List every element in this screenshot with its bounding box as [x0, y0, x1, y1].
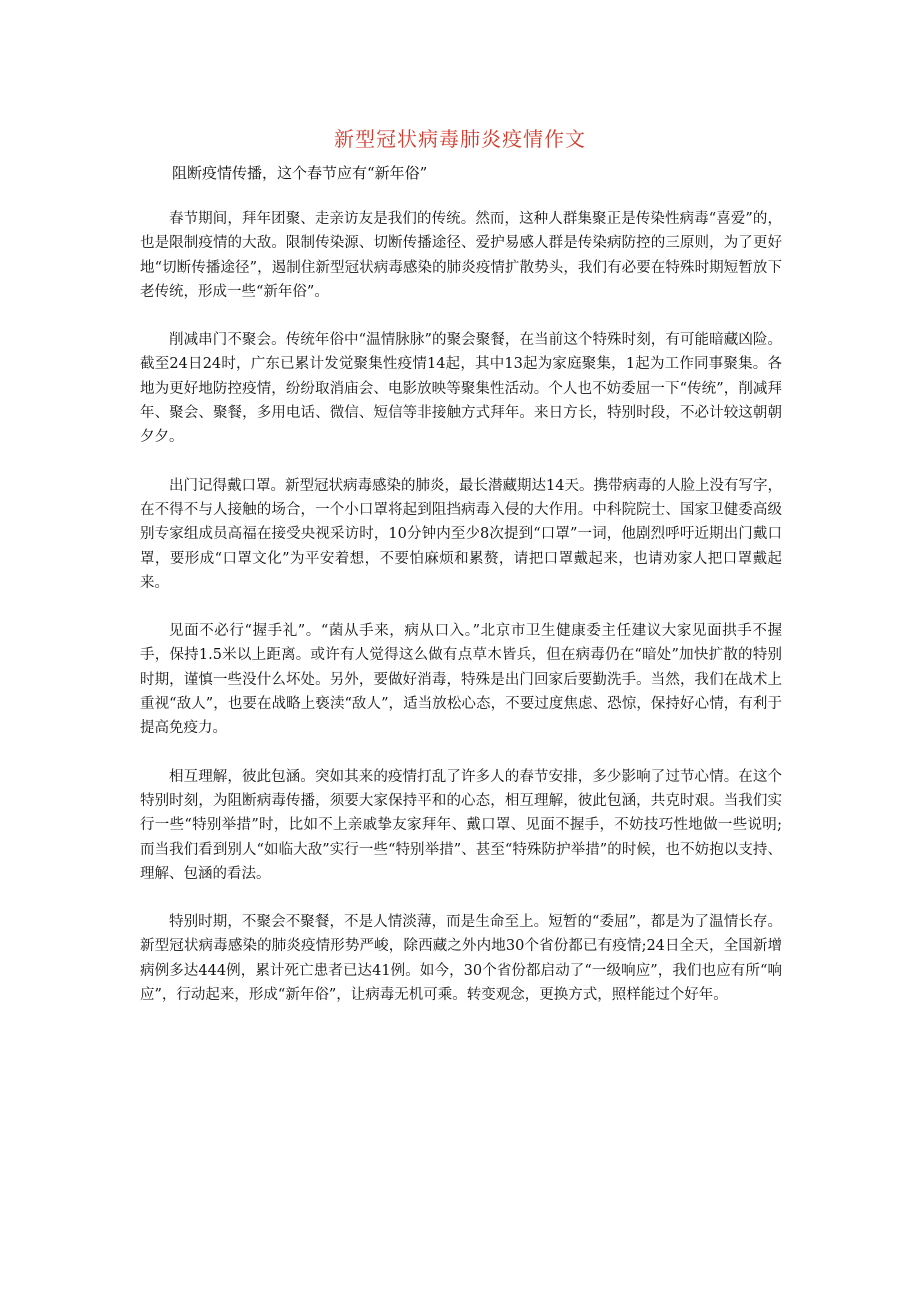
document-body	[140, 207, 782, 1031]
paragraph: 相互理解，彼此包涵。突如其来的疫情打乱了许多人的春节安排，多少影响了过节心情。在这个特别时刻，为阻断病毒传播，须要大家保持平和的心态，相互理解，彼此包涵，共克时艰。当我们实行一些“特别举措”时，比如不上亲戚挚友家拜年、戴口罩、见面不握手，不妨技巧性地做一些说明;而当我们看到别人“如临大敌”实行一些“特别举措”、甚至“特殊防护举措”的时候，也不妨抱以支持、理解、包涵的看法。	[140, 768, 782, 882]
document-title: 新型冠状病毒肺炎疫情作文	[334, 127, 586, 151]
paragraph: 特别时期，不聚会不聚餐，不是人情淡薄，而是生命至上。短暂的“委屈”，都是为了温情长存。新型冠状病毒感染的肺炎疫情形势严峻，除西藏之外内地30个省份都已有疫情;24日全天，全国新增病例多达444例，累计死亡患者已达41例。如今，30个省份都启动了“一级响应”，我们也应有所“响应”，行动起来，形成“新年俗”，让病毒无机可乘。转变观念，更换方式，照样能过个好年。	[140, 914, 782, 1004]
document-subtitle: 阻断疫情传播，这个春节应有“新年俗”	[172, 164, 428, 182]
paragraph: 春节期间，拜年团聚、走亲访友是我们的传统。然而，这种人群集聚正是传染性病毒“喜爱”的，也是限制疫情的大敌。限制传染源、切断传播途径、爱护易感人群是传染病防控的三原则，为了更好地“切断传播途径”，遏制住新型冠状病毒感染的肺炎疫情扩散势头，我们有必要在特殊时期短暂放下老传统，形成一些“新年俗”。	[140, 211, 782, 300]
paragraph: 削减串门不聚会。传统年俗中“温情脉脉”的聚会聚餐，在当前这个特殊时刻，有可能暗藏凶险。截至24日24时，广东已累计发觉聚集性疫情14起，其中13起为家庭聚集，1起为工作同事聚集。各地为更好地防控疫情，纷纷取消庙会、电影放映等聚集性活动。个人也不妨委屈一下“传统”，削减拜年、聚会、聚餐，多用电话、微信、短信等非接触方式拜年。来日方长，特别时段，不必计较这朝朝夕夕。	[140, 332, 782, 446]
paragraph: 见面不必行“握手礼”。“菌从手来，病从口入。”北京市卫生健康委主任建议大家见面拱手不握手，保持1.5米以上距离。或许有人觉得这么做有点草木皆兵，但在病毒仍在“暗处”加快扩散的特别时期，谨慎一些没什么坏处。另外，要做好消毒，特殊是出门回家后要勤洗手。当然，我们在战术上重视“敌人”，也要在战略上亵渎“敌人”，适当放松心态，不要过度焦虑、恐惊，保持好心情，有利于提高免疫力。	[140, 623, 782, 737]
paragraph: 出门记得戴口罩。新型冠状病毒感染的肺炎，最长潜藏期达14天。携带病毒的人脸上没有写字，在不得不与人接触的场合，一个小口罩将起到阻挡病毒入侵的大作用。中科院院士、国家卫健委高级别专家组成员高福在接受央视采访时，10分钟内至少8次提到“口罩”一词，他剧烈呼吁近期出门戴口罩，要形成“口罩文化”为平安着想，不要怕麻烦和累赘，请把口罩戴起来，也请劝家人把口罩戴起来。	[140, 477, 782, 591]
